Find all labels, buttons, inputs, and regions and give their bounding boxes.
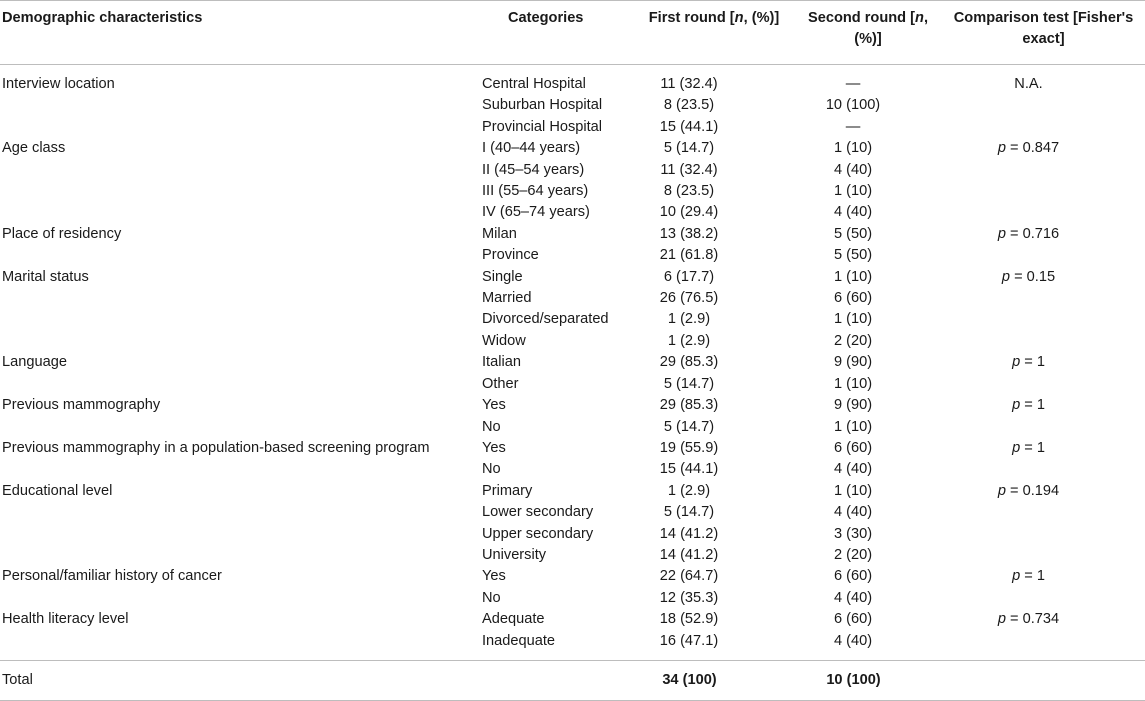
cell-first-round: 13 (38.2) (659, 225, 719, 242)
cell-first-round: 15 (44.1) (659, 461, 719, 478)
cell-characteristic (0, 502, 478, 523)
cell-category: Milan (482, 225, 517, 242)
table-row (0, 267, 1145, 288)
table-row (0, 417, 1145, 438)
table-row (0, 545, 1145, 566)
total-row (0, 660, 1145, 700)
cell-comparison-test (942, 288, 1145, 309)
cell-comparison-test: p = 1 (1012, 568, 1045, 585)
table-row (0, 95, 1145, 116)
cell-comparison-test (942, 374, 1145, 395)
cell-category: III (55–64 years) (482, 183, 589, 200)
cell-first-round: 1 (2.9) (667, 482, 711, 499)
cell-first-round: 14 (41.2) (659, 546, 719, 563)
cell-comparison-test (942, 95, 1145, 116)
cell-first-round: 12 (35.3) (659, 589, 719, 606)
cell-category: I (40–44 years) (482, 140, 581, 157)
cell-first-round: 5 (14.7) (663, 418, 715, 435)
header-comparison-test: Comparison test [Fisher's exact] (942, 1, 1145, 65)
cell-characteristic (0, 202, 478, 223)
cell-category: Suburban Hospital (482, 97, 603, 114)
cell-characteristic (0, 524, 478, 545)
cell-category: Married (482, 290, 532, 307)
table-row (0, 245, 1145, 266)
cell-characteristic: Age class (2, 140, 66, 157)
cell-characteristic (0, 588, 478, 609)
cell-characteristic (0, 631, 478, 661)
header-first-round: First round [n, (%)] (634, 1, 794, 65)
cell-second-round: 4 (40) (833, 204, 873, 221)
total-second-round: 10 (100) (794, 660, 942, 700)
table-row (0, 395, 1145, 416)
table-row (0, 481, 1145, 502)
cell-category: IV (65–74 years) (482, 204, 590, 221)
cell-first-round: 1 (2.9) (667, 332, 711, 349)
cell-characteristic: Language (2, 354, 67, 371)
cell-comparison-test (942, 117, 1145, 138)
cell-first-round: 19 (55.9) (659, 439, 719, 456)
cell-comparison-test (942, 524, 1145, 545)
header-demographic-characteristics: Demographic characteristics (0, 1, 478, 65)
cell-characteristic (0, 160, 478, 181)
cell-category: Yes (482, 439, 506, 456)
cell-category: Central Hospital (482, 76, 586, 92)
table-row (0, 288, 1145, 309)
total-test (942, 660, 1145, 700)
cell-characteristic: Educational level (2, 482, 113, 499)
cell-second-round: 1 (10) (833, 183, 873, 200)
cell-characteristic (0, 331, 478, 352)
table-row (0, 117, 1145, 138)
table-row (0, 502, 1145, 523)
cell-first-round: 29 (85.3) (659, 354, 719, 371)
cell-comparison-test: p = 0.194 (997, 482, 1060, 499)
cell-characteristic: Interview location (2, 76, 115, 92)
cell-first-round: 26 (76.5) (659, 290, 719, 307)
cell-second-round: 5 (50) (833, 247, 873, 264)
cell-second-round: 1 (10) (833, 311, 873, 328)
cell-category: Primary (482, 482, 533, 499)
table-row (0, 588, 1145, 609)
cell-comparison-test (942, 160, 1145, 181)
cell-first-round: 15 (44.1) (659, 118, 719, 135)
cell-comparison-test (942, 309, 1145, 330)
cell-comparison-test (942, 417, 1145, 438)
cell-second-round: — (845, 118, 861, 135)
cell-first-round: 10 (29.4) (659, 204, 719, 221)
cell-comparison-test: N.A. (1014, 76, 1043, 92)
cell-first-round: 5 (14.7) (663, 140, 715, 157)
table-body (0, 65, 1145, 661)
cell-first-round: 11 (32.4) (660, 161, 718, 178)
cell-second-round: 9 (90) (833, 397, 873, 414)
cell-first-round: 1 (2.9) (667, 311, 711, 328)
cell-characteristic: Place of residency (2, 225, 122, 242)
cell-characteristic (0, 459, 478, 480)
cell-second-round: 1 (10) (833, 482, 873, 499)
table-row (0, 609, 1145, 630)
cell-second-round: 6 (60) (833, 611, 873, 628)
cell-comparison-test (942, 245, 1145, 266)
cell-category: No (482, 418, 501, 435)
cell-comparison-test (942, 181, 1145, 202)
cell-comparison-test: p = 1 (1012, 397, 1045, 414)
cell-category: No (482, 589, 501, 606)
cell-comparison-test (942, 202, 1145, 223)
cell-second-round: 1 (10) (833, 140, 873, 157)
cell-characteristic: Marital status (2, 268, 89, 285)
cell-characteristic (0, 309, 478, 330)
cell-second-round: 4 (40) (833, 504, 873, 521)
table-row (0, 160, 1145, 181)
total-label: Total (0, 660, 478, 700)
cell-comparison-test: p = 1 (1012, 439, 1045, 456)
cell-second-round: 6 (60) (833, 290, 873, 307)
cell-first-round: 16 (47.1) (659, 632, 719, 649)
cell-category: Divorced/separated (482, 311, 609, 328)
table-row (0, 631, 1145, 661)
cell-characteristic: Personal/familiar history of cancer (2, 568, 222, 585)
cell-second-round: 10 (100) (825, 97, 881, 114)
table-row (0, 524, 1145, 545)
cell-comparison-test: p = 0.15 (1001, 268, 1056, 285)
cell-characteristic (0, 245, 478, 266)
cell-first-round: 8 (23.5) (663, 183, 715, 200)
cell-category: Upper secondary (482, 525, 594, 542)
table-row (0, 352, 1145, 373)
total-category (478, 660, 634, 700)
cell-first-round: 5 (14.7) (663, 504, 715, 521)
cell-comparison-test (942, 502, 1145, 523)
cell-first-round: 21 (61.8) (659, 247, 719, 264)
cell-second-round: 6 (60) (833, 568, 873, 585)
cell-category: Province (482, 247, 539, 264)
header-row (0, 1, 1145, 65)
cell-category: Widow (482, 332, 526, 349)
table-row (0, 374, 1145, 395)
table-row (0, 138, 1145, 159)
cell-comparison-test (942, 331, 1145, 352)
cell-second-round: 5 (50) (833, 225, 873, 242)
cell-characteristic: Health literacy level (2, 611, 129, 628)
cell-comparison-test (942, 588, 1145, 609)
cell-characteristic (0, 95, 478, 116)
cell-first-round: 5 (14.7) (663, 375, 715, 392)
cell-second-round: 1 (10) (833, 268, 873, 285)
cell-category: Italian (482, 354, 521, 371)
cell-category: II (45–54 years) (482, 161, 585, 178)
table-row (0, 202, 1145, 223)
cell-category: Single (482, 268, 523, 285)
table-row (0, 459, 1145, 480)
cell-characteristic (0, 545, 478, 566)
cell-first-round: 29 (85.3) (659, 397, 719, 414)
cell-second-round: 1 (10) (833, 375, 873, 392)
cell-comparison-test (942, 545, 1145, 566)
cell-second-round: 4 (40) (833, 461, 873, 478)
cell-characteristic (0, 181, 478, 202)
cell-characteristic: Previous mammography in a population-based screening program (2, 439, 430, 456)
cell-first-round: 18 (52.9) (659, 611, 719, 628)
cell-second-round: 9 (90) (833, 354, 873, 371)
cell-second-round: 1 (10) (833, 418, 873, 435)
cell-comparison-test: p = 0.734 (997, 611, 1060, 628)
cell-comparison-test: p = 0.847 (997, 140, 1060, 157)
table-row (0, 438, 1145, 459)
table-row (0, 181, 1145, 202)
cell-second-round: 2 (20) (833, 546, 873, 563)
table-row (0, 224, 1145, 245)
table-row (0, 65, 1145, 96)
cell-characteristic (0, 374, 478, 395)
cell-category: Other (482, 375, 519, 392)
cell-category: Provincial Hospital (482, 118, 603, 135)
table-row (0, 331, 1145, 352)
cell-comparison-test: p = 0.716 (997, 225, 1060, 242)
cell-second-round: 6 (60) (833, 439, 873, 456)
cell-first-round: 6 (17.7) (663, 268, 715, 285)
cell-second-round: 4 (40) (833, 589, 873, 606)
cell-second-round: 4 (40) (833, 632, 873, 649)
header-second-round: Second round [n, (%)] (794, 1, 942, 65)
cell-category: University (482, 546, 547, 563)
cell-comparison-test (942, 459, 1145, 480)
cell-first-round: 8 (23.5) (663, 97, 715, 114)
cell-category: Yes (482, 397, 506, 414)
table-row (0, 309, 1145, 330)
cell-category: Yes (482, 568, 506, 585)
cell-second-round: 3 (30) (833, 525, 873, 542)
cell-comparison-test: p = 1 (1012, 354, 1045, 371)
cell-category: Lower secondary (482, 504, 594, 521)
table-row (0, 566, 1145, 587)
cell-comparison-test (942, 631, 1145, 661)
cell-category: No (482, 461, 501, 478)
cell-characteristic (0, 288, 478, 309)
cell-characteristic: Previous mammography (2, 397, 161, 414)
cell-category: Inadequate (482, 632, 556, 649)
total-first-round: 34 (100) (634, 660, 794, 700)
cell-category: Adequate (482, 611, 545, 628)
cell-second-round: 4 (40) (833, 161, 873, 178)
header-categories: Categories (478, 1, 634, 65)
cell-second-round: 2 (20) (833, 332, 873, 349)
cell-second-round: — (845, 76, 861, 92)
cell-first-round: 22 (64.7) (659, 568, 719, 585)
cell-characteristic (0, 417, 478, 438)
cell-first-round: 11 (32.4) (660, 76, 718, 92)
cell-characteristic (0, 117, 478, 138)
cell-first-round: 14 (41.2) (659, 525, 719, 542)
